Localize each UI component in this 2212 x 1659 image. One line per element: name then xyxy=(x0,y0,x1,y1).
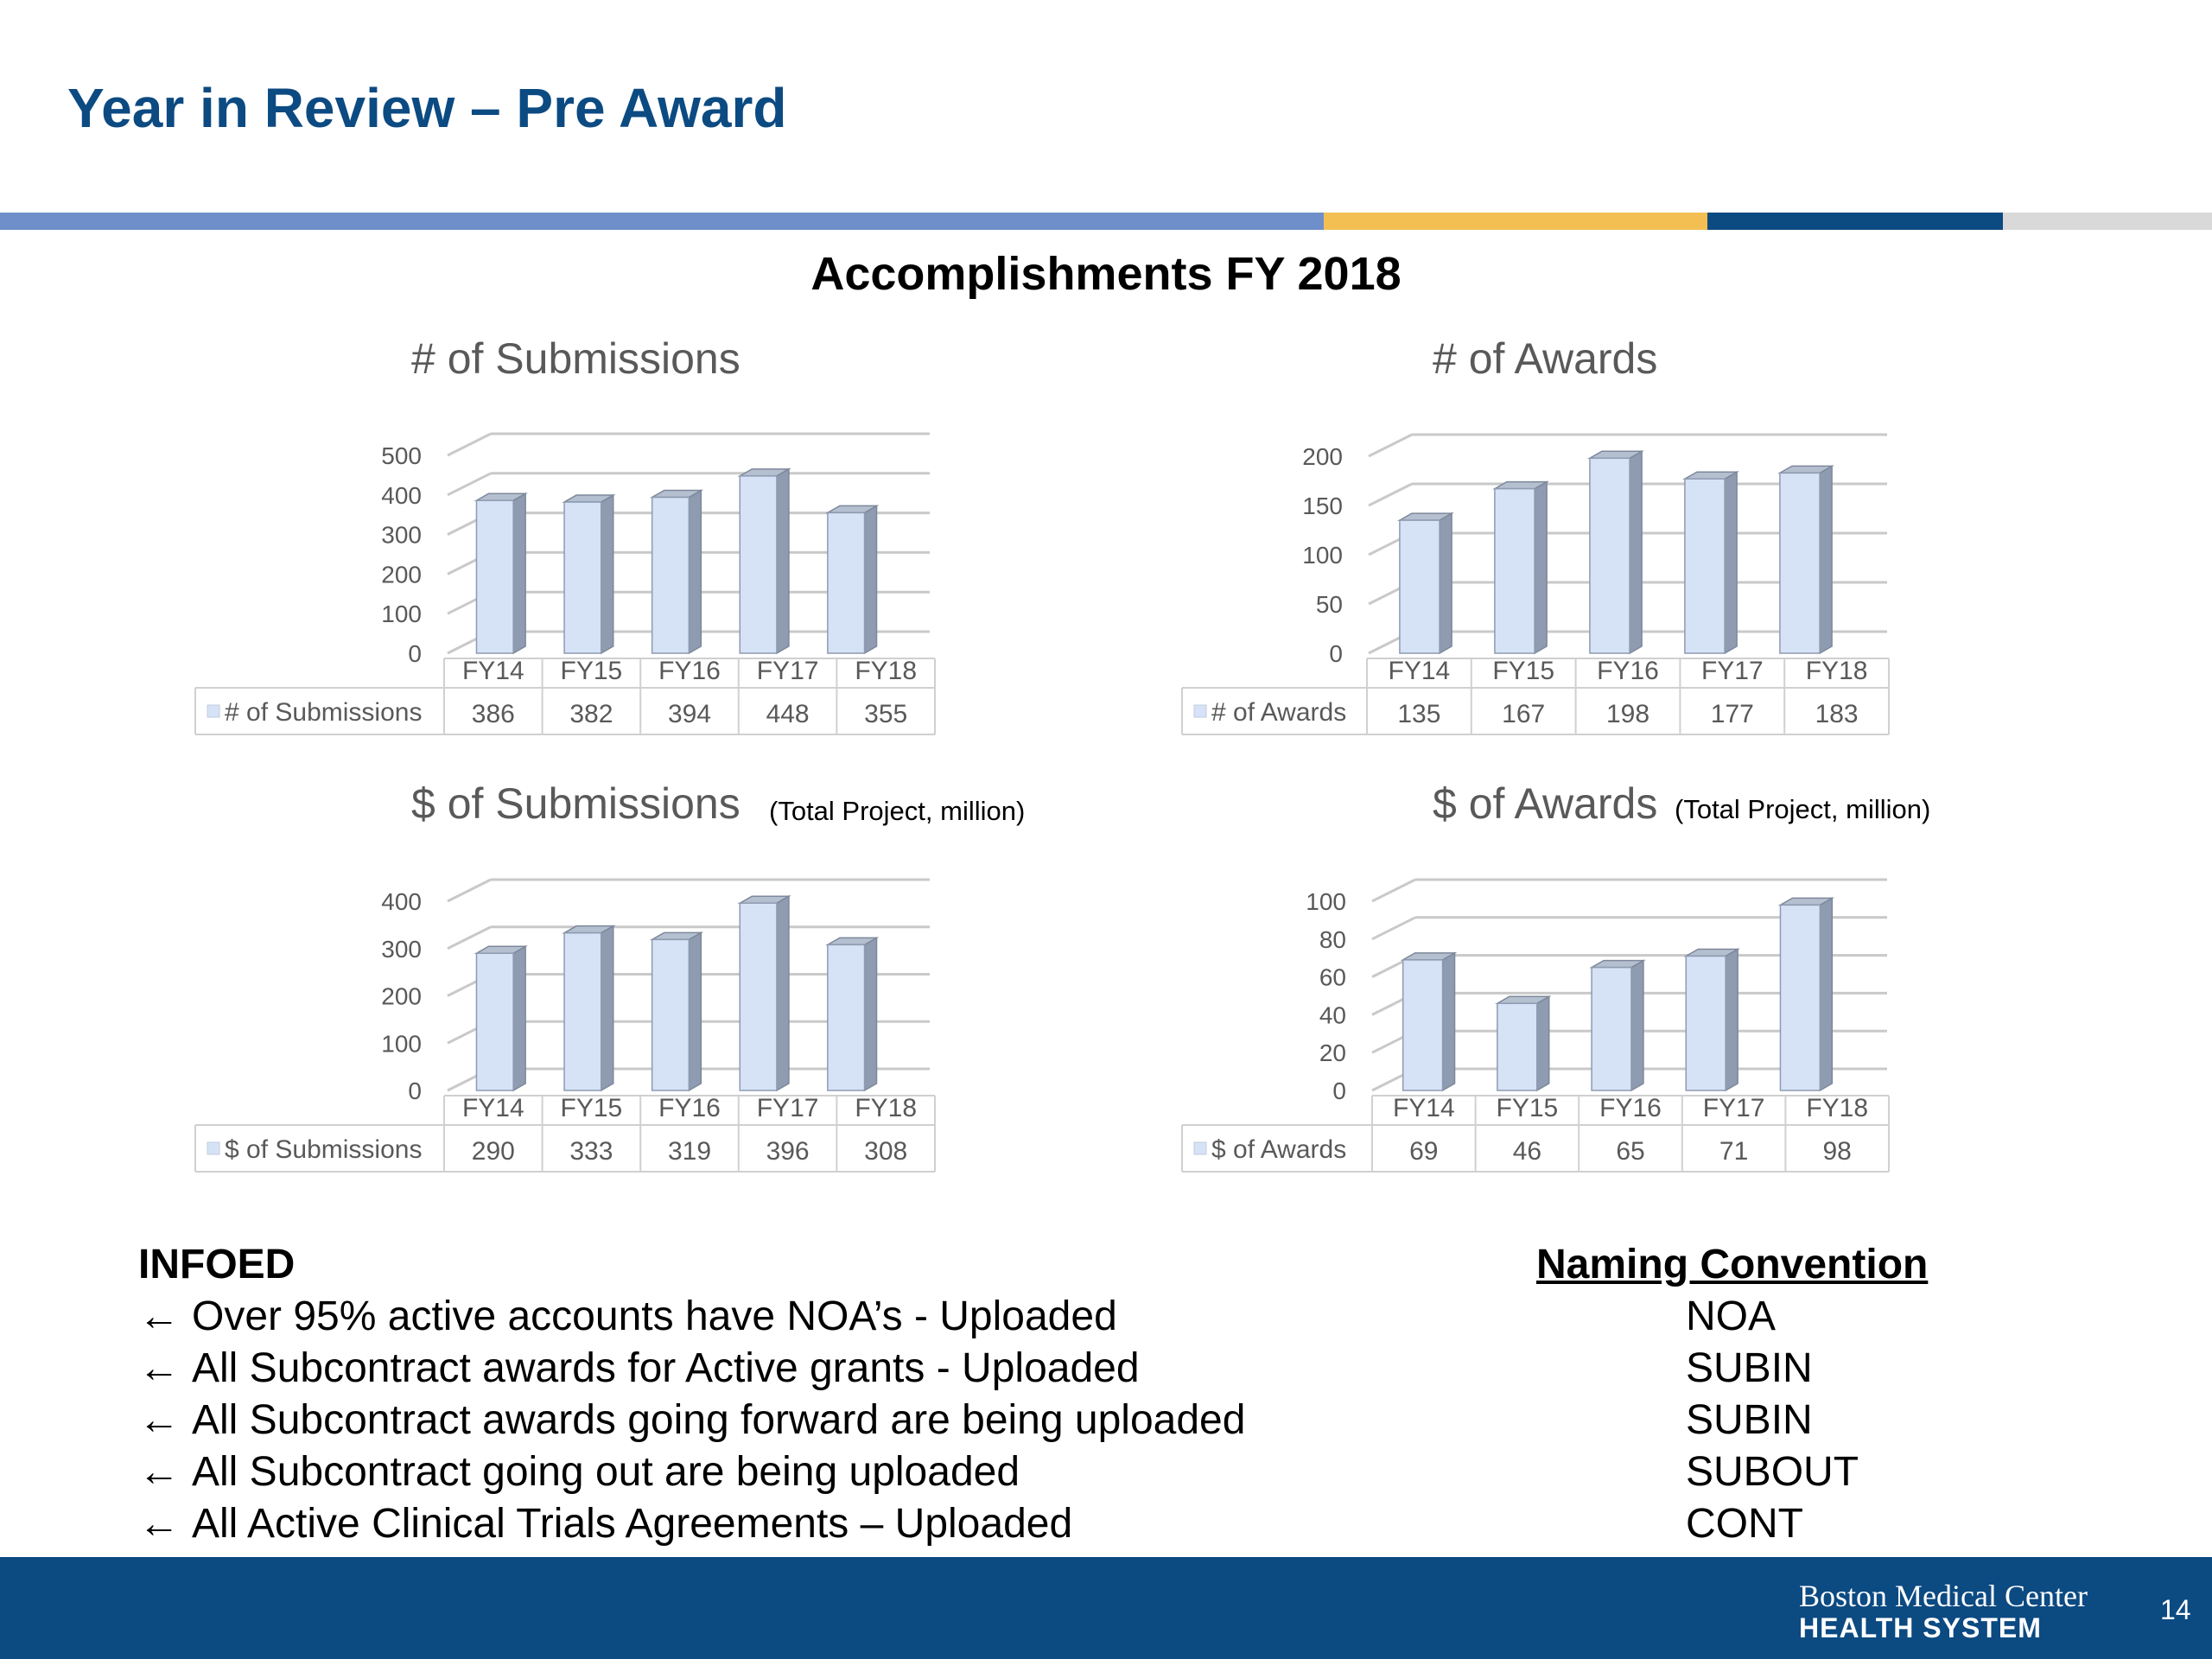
legend-label: $ of Submissions xyxy=(225,1135,423,1164)
x-category-label: FY15 xyxy=(1492,657,1555,685)
x-category-label: FY14 xyxy=(461,657,524,685)
chart-2 xyxy=(1182,334,1889,734)
bar-front xyxy=(564,502,601,653)
bar xyxy=(652,932,702,1090)
data-value-label: 386 xyxy=(471,700,515,728)
logo-text-line1: Boston Medical Center xyxy=(1799,1579,2088,1613)
y-tick-label: 0 xyxy=(1332,1077,1346,1104)
data-value-label: 46 xyxy=(1512,1137,1542,1166)
data-value-label: 71 xyxy=(1719,1137,1749,1166)
y-tick-label: 400 xyxy=(381,888,422,915)
bar-front xyxy=(1590,458,1630,653)
bar-front xyxy=(652,498,690,653)
accent-segment-blue xyxy=(0,213,1324,230)
infoed-item-text: All Subcontract going out are being uploaded xyxy=(192,1449,1020,1495)
left-arrow-icon: ← xyxy=(138,1345,180,1391)
accent-color-bar xyxy=(0,213,2212,230)
bar-side xyxy=(777,469,789,653)
logo-text-line2: HEALTH SYSTEM xyxy=(1799,1612,2042,1643)
infoed-item-text: All Active Clinical Trials Agreements – Uploaded xyxy=(192,1501,1073,1547)
naming-code: SUBIN xyxy=(1686,1397,1813,1443)
y-tick-label: 100 xyxy=(1306,888,1346,915)
legend-swatch xyxy=(207,1142,219,1154)
y-tick-label: 0 xyxy=(1329,640,1343,667)
x-category-label: FY17 xyxy=(756,657,819,685)
bar xyxy=(1685,472,1737,653)
bar xyxy=(564,926,613,1090)
bar xyxy=(1403,953,1455,1090)
accent-segment-gold xyxy=(1324,213,1707,230)
bar-front xyxy=(740,476,777,653)
legend-label: # of Submissions xyxy=(225,698,423,727)
gridline-depth xyxy=(448,474,491,495)
y-tick-label: 80 xyxy=(1319,925,1346,953)
bar-front xyxy=(476,953,513,1090)
legend-label: $ of Awards xyxy=(1211,1135,1347,1164)
x-category-label: FY16 xyxy=(658,1094,721,1122)
left-arrow-icon: ← xyxy=(138,1397,180,1443)
left-arrow-icon: ← xyxy=(138,1449,180,1495)
y-tick-label: 300 xyxy=(381,935,422,963)
bar xyxy=(476,946,525,1090)
bar xyxy=(740,896,789,1090)
gridline-depth xyxy=(448,880,491,901)
bar-side xyxy=(1725,472,1737,653)
x-category-label: FY14 xyxy=(461,1094,524,1122)
bar-side xyxy=(1443,953,1455,1090)
gridline-depth xyxy=(1372,918,1415,939)
bar xyxy=(828,505,877,653)
bar-side xyxy=(1630,451,1642,653)
infoed-item xyxy=(138,1498,1434,1550)
left-arrow-icon: ← xyxy=(138,1501,180,1547)
bar-side xyxy=(601,495,613,653)
data-value-label: 198 xyxy=(1605,700,1650,728)
y-tick-label: 60 xyxy=(1319,963,1346,991)
accent-segment-gray xyxy=(2003,213,2212,230)
chart-title: # of Submissions xyxy=(411,334,741,383)
bar-front xyxy=(1685,479,1725,653)
y-tick-label: 500 xyxy=(381,442,422,469)
slide-title: Year in Review – Pre Award xyxy=(67,77,787,139)
data-value-label: 65 xyxy=(1616,1137,1645,1166)
x-category-label: FY17 xyxy=(756,1094,819,1122)
bar xyxy=(1590,451,1642,653)
x-category-label: FY17 xyxy=(1700,657,1764,685)
infoed-item-text: All Subcontract awards going forward are being uploaded xyxy=(192,1397,1246,1443)
bar xyxy=(1495,482,1547,653)
y-tick-label: 200 xyxy=(1302,443,1343,470)
bar-side xyxy=(1535,482,1547,653)
bar xyxy=(1780,466,1832,653)
y-tick-label: 100 xyxy=(1302,542,1343,569)
x-category-label: FY17 xyxy=(1702,1094,1765,1122)
data-value-label: 319 xyxy=(667,1137,712,1166)
bar-front xyxy=(652,939,690,1090)
bar-side xyxy=(601,926,613,1090)
bar-front xyxy=(1686,957,1726,1090)
chart-note: (Total Project, million) xyxy=(769,796,1026,826)
bar xyxy=(740,469,789,653)
bar-side xyxy=(513,493,525,653)
bar-front xyxy=(564,933,601,1090)
y-tick-label: 40 xyxy=(1319,1001,1346,1029)
legend-swatch xyxy=(1194,705,1206,717)
infoed-section xyxy=(138,1239,1434,1550)
y-tick-label: 0 xyxy=(408,640,422,667)
infoed-heading: INFOED xyxy=(138,1242,296,1287)
bar xyxy=(1400,513,1452,653)
bar xyxy=(476,493,525,653)
naming-code: SUBOUT xyxy=(1686,1449,1859,1495)
x-category-label: FY15 xyxy=(560,657,623,685)
data-value-label: 308 xyxy=(864,1137,908,1166)
legend-swatch xyxy=(207,705,219,717)
x-category-label: FY18 xyxy=(855,1094,918,1122)
bar-side xyxy=(1820,898,1832,1090)
bar-side xyxy=(865,938,877,1090)
bar-front xyxy=(1497,1003,1537,1090)
bar-side xyxy=(865,505,877,653)
data-value-label: 98 xyxy=(1822,1137,1852,1166)
chart-title: $ of Awards xyxy=(1433,779,1658,828)
x-category-label: FY16 xyxy=(1599,1094,1662,1122)
data-value-label: 167 xyxy=(1502,700,1546,728)
data-value-label: 333 xyxy=(569,1137,613,1166)
gridline-depth xyxy=(448,927,491,949)
accent-segment-navy xyxy=(1707,213,2003,230)
naming-code: NOA xyxy=(1686,1294,1777,1339)
bar-front xyxy=(828,512,865,653)
bar xyxy=(1592,961,1643,1090)
y-tick-label: 400 xyxy=(381,481,422,509)
data-value-label: 382 xyxy=(569,700,613,728)
gridline-depth xyxy=(1369,484,1412,505)
bar-side xyxy=(1537,996,1549,1090)
data-value-label: 355 xyxy=(864,700,908,728)
x-category-label: FY14 xyxy=(1392,1094,1455,1122)
infoed-item xyxy=(138,1446,1434,1498)
x-category-label: FY18 xyxy=(855,657,918,685)
bar-front xyxy=(1400,520,1440,653)
data-value-label: 448 xyxy=(766,700,810,728)
y-tick-label: 0 xyxy=(408,1077,422,1104)
naming-code: SUBIN xyxy=(1686,1345,1813,1391)
chart-1 xyxy=(195,334,935,734)
bar-front xyxy=(828,944,865,1090)
bar xyxy=(1497,996,1549,1090)
bar xyxy=(1780,898,1832,1090)
chart-title: $ of Submissions xyxy=(411,779,741,828)
x-category-label: FY16 xyxy=(658,657,721,685)
bar-side xyxy=(1631,961,1643,1090)
bar-side xyxy=(777,896,789,1090)
x-category-label: FY14 xyxy=(1388,657,1451,685)
bar-front xyxy=(1495,489,1535,653)
bar xyxy=(1686,950,1738,1090)
bar-side xyxy=(513,946,525,1090)
y-tick-label: 150 xyxy=(1302,493,1343,519)
x-category-label: FY15 xyxy=(1496,1094,1559,1122)
y-tick-label: 100 xyxy=(381,1030,422,1058)
data-value-label: 290 xyxy=(471,1137,515,1166)
bar-side xyxy=(1440,513,1452,653)
data-value-label: 135 xyxy=(1397,700,1441,728)
naming-convention-section xyxy=(1536,1239,1951,1550)
y-tick-label: 300 xyxy=(381,521,422,549)
chart-note: (Total Project, million) xyxy=(1675,794,1931,824)
x-category-label: FY15 xyxy=(560,1094,623,1122)
chart-4 xyxy=(1182,779,1930,1172)
bar-front xyxy=(740,903,777,1090)
bar-side xyxy=(1726,950,1738,1090)
x-category-label: FY18 xyxy=(1806,1094,1869,1122)
slide-subtitle: Accomplishments FY 2018 xyxy=(810,248,1402,300)
legend-swatch xyxy=(1194,1142,1206,1154)
infoed-item xyxy=(138,1291,1434,1343)
y-tick-label: 200 xyxy=(381,561,422,588)
gridline-depth xyxy=(448,434,491,455)
bar-front xyxy=(476,500,513,653)
bar-front xyxy=(1592,968,1631,1090)
bar xyxy=(564,495,613,653)
left-arrow-icon: ← xyxy=(138,1294,180,1339)
bar-front xyxy=(1780,473,1820,653)
bar xyxy=(652,491,702,653)
bar-front xyxy=(1403,960,1443,1090)
chart-title: # of Awards xyxy=(1433,334,1658,383)
data-value-label: 177 xyxy=(1710,700,1754,728)
y-tick-label: 50 xyxy=(1315,591,1343,618)
x-category-label: FY16 xyxy=(1597,657,1659,685)
bar-side xyxy=(689,932,701,1090)
y-tick-label: 20 xyxy=(1319,1039,1346,1067)
y-tick-label: 100 xyxy=(381,601,422,628)
data-value-label: 183 xyxy=(1815,700,1859,728)
bar xyxy=(828,938,877,1090)
gridline-depth xyxy=(1369,435,1412,456)
data-value-label: 394 xyxy=(667,700,712,728)
naming-code: CONT xyxy=(1686,1501,1803,1547)
bar-side xyxy=(1820,466,1832,653)
infoed-item-text: Over 95% active accounts have NOA’s - Uploaded xyxy=(192,1294,1117,1339)
naming-convention-heading: Naming Convention xyxy=(1536,1242,1929,1287)
infoed-item xyxy=(138,1395,1434,1446)
bar-side xyxy=(689,491,701,653)
infoed-item-text: All Subcontract awards for Active grants - Uploaded xyxy=(192,1345,1140,1391)
page-number: 14 xyxy=(2160,1594,2191,1625)
legend-label: # of Awards xyxy=(1211,698,1347,727)
bar-front xyxy=(1780,905,1820,1090)
x-category-label: FY18 xyxy=(1805,657,1868,685)
infoed-item xyxy=(138,1343,1434,1395)
y-tick-label: 200 xyxy=(381,982,422,1010)
gridline-depth xyxy=(1372,880,1415,901)
data-value-label: 69 xyxy=(1409,1137,1439,1166)
chart-3 xyxy=(195,779,1025,1172)
data-value-label: 396 xyxy=(766,1137,810,1166)
